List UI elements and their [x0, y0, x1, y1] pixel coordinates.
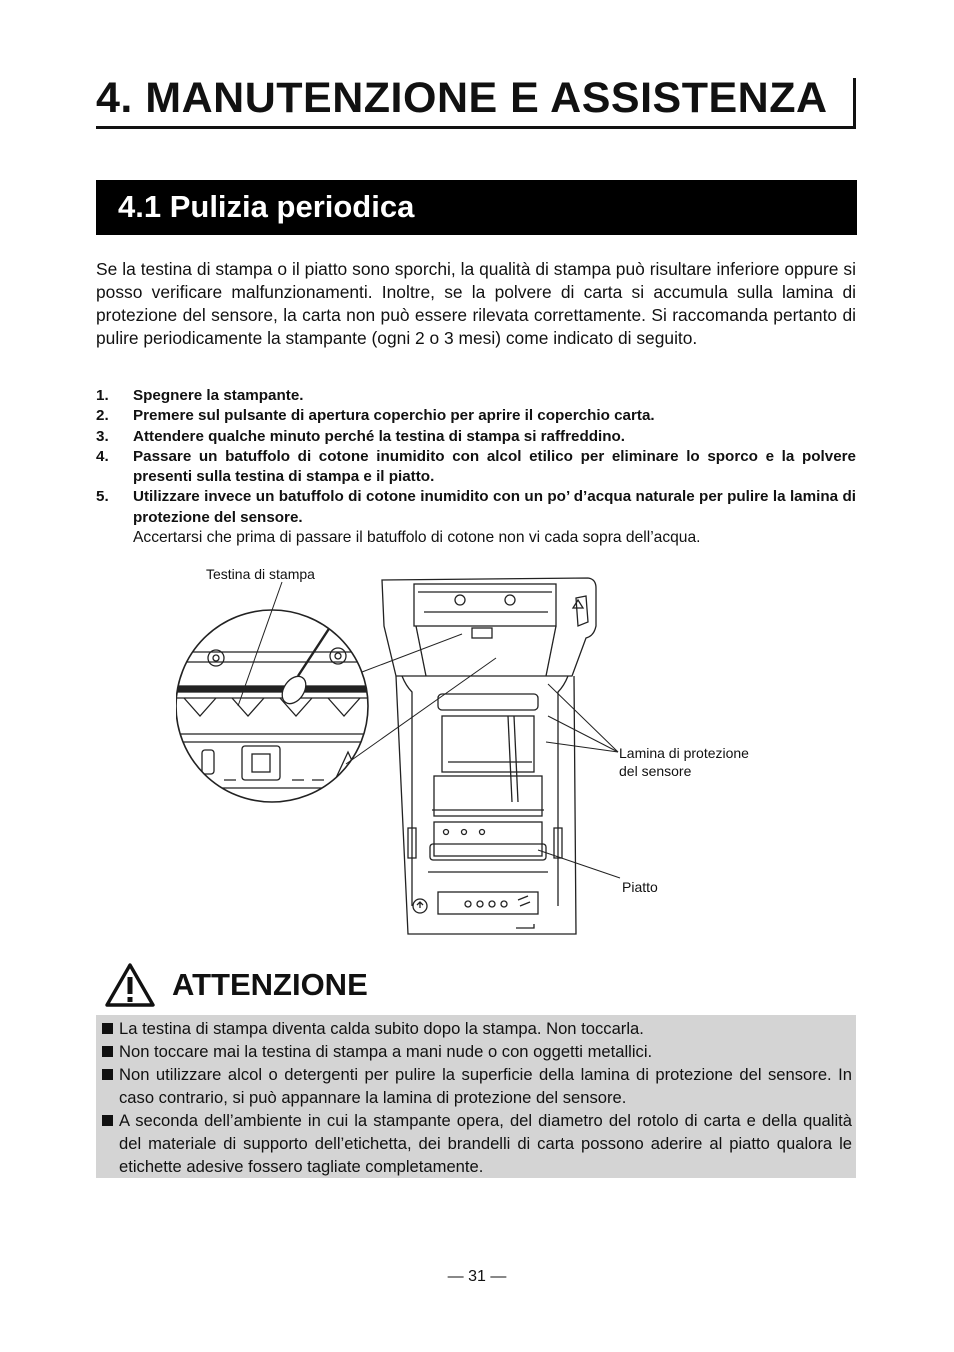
step-item: [96, 406, 856, 426]
chapter-rule: [853, 78, 856, 128]
bullet-square-icon: [102, 1115, 113, 1126]
step-number: 5.: [96, 488, 109, 506]
step-number: 4.: [96, 447, 109, 465]
bullet-square-icon: [102, 1023, 113, 1034]
step-number: 2.: [96, 407, 109, 425]
label-sensor-line1: Lamina di protezione: [619, 745, 749, 761]
step-text: Spegnere la stampante.: [133, 387, 304, 404]
warning-list: [96, 1015, 856, 1178]
step-item: [96, 427, 856, 447]
step-note: Accertarsi che prima di passare il batuffolo di cotone non vi cada sopra dell’acqua.: [133, 529, 701, 547]
section-banner: [96, 180, 857, 235]
warning-text: Non utilizzare alcol o detergenti per pulire la superficie della lamina di protezione del sensore. In caso contrario, si può appannare la lamina di protezione del sensore.: [119, 1065, 852, 1107]
chapter-title: 4. MANUTENZIONE E ASSISTENZA: [96, 74, 828, 122]
section-title: 4.1 Pulizia periodica: [118, 189, 415, 224]
steps-list: [96, 386, 856, 548]
step-text: Utilizzare invece un batuffolo di cotone inumidito con un po’ d’acqua naturale per pulire la lamina di protezione del sensore.: [133, 488, 856, 526]
step-number: 3.: [96, 427, 109, 445]
warning-item: [102, 1017, 852, 1040]
warning-item: [102, 1109, 852, 1178]
warning-item: [102, 1040, 852, 1063]
label-platen: Piatto: [622, 879, 658, 895]
warning-item: [102, 1063, 852, 1109]
label-sensor-line2: del sensore: [619, 763, 692, 779]
page-number: — 31 —: [447, 1268, 507, 1285]
chapter-header: [96, 72, 856, 129]
step-item: [96, 386, 856, 406]
bullet-square-icon: [102, 1046, 113, 1057]
label-sensor-shield: [619, 744, 749, 780]
warning-text: A seconda dell’ambiente in cui la stampante opera, del diametro del rotolo di carta e della qualità del materiale di supporto dell’etichetta, dei brandelli di carta possono aderire al piatto qualora le etichette adesive fossero tagliate completamente.: [119, 1111, 852, 1176]
warning-box: [96, 1015, 856, 1178]
bullet-square-icon: [102, 1069, 113, 1080]
step-text: Attendere qualche minuto perché la testina di stampa si raffreddino.: [133, 427, 626, 445]
warning-text: La testina di stampa diventa calda subito dopo la stampa. Non toccarla.: [119, 1019, 644, 1038]
step-item: [96, 487, 856, 548]
step-item: [96, 447, 856, 488]
step-number: 1.: [96, 387, 109, 404]
warning-triangle-icon: [104, 995, 156, 1012]
intro-paragraph: Se la testina di stampa o il piatto sono sporchi, la qualità di stampa può risultare inferiore oppure si posso verificare malfunzionamenti. Inoltre, se la polvere di carta si accumula sulla lamina di protezione del sensore, la carta non può essere rilevata correttamente. Si raccomanda pertanto di pulire periodicamente la stampante (ogni 2 o 3 mesi) come indicato di seguito.: [96, 259, 856, 348]
step-text: Passare un batuffolo di cotone inumidito con alcol etilico per eliminare lo sporco e la polvere presenti sulla testina di stampa e il piatto.: [133, 447, 856, 486]
printer-illustration: [176, 566, 786, 938]
step-text: Premere sul pulsante di apertura coperchio per aprire il coperchio carta.: [133, 407, 655, 425]
warning-title: ATTENZIONE: [172, 967, 368, 1002]
label-print-head: Testina di stampa: [206, 566, 315, 582]
warning-header: [104, 962, 368, 1012]
warning-text: Non toccare mai la testina di stampa a mani nude o con oggetti metallici.: [119, 1042, 653, 1061]
